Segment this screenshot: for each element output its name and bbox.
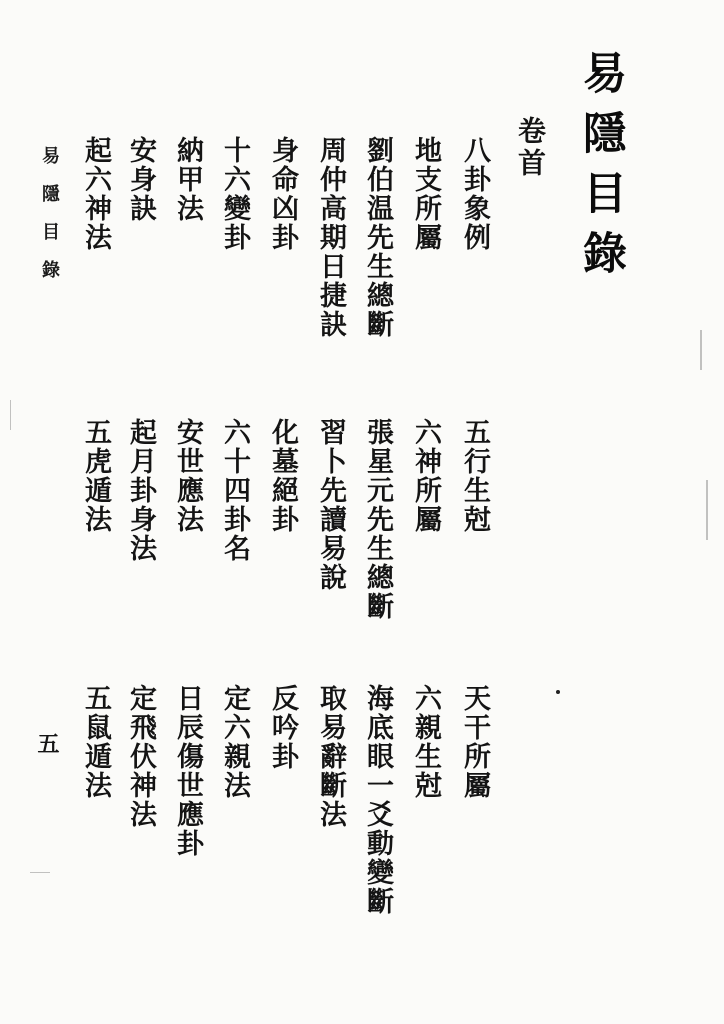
toc-entry: 起六神法 <box>80 136 111 252</box>
toc-entry: 張星元先生總斷 <box>362 418 393 621</box>
toc-entry: 六親生尅 <box>410 684 441 800</box>
page-title: 易隱目錄 <box>575 50 626 290</box>
folio-number: 五 <box>34 732 60 754</box>
toc-entry: 六神所屬 <box>410 418 441 534</box>
volume-label: 卷首 <box>514 116 547 180</box>
toc-entry: 定六親法 <box>219 684 250 800</box>
toc-entry: 周仲高期日捷訣 <box>315 136 346 339</box>
toc-entry: 劉伯温先生總斷 <box>362 136 393 339</box>
toc-entry: 安世應法 <box>172 418 203 534</box>
toc-entry: 十六變卦 <box>219 136 250 252</box>
toc-entry: 化墓絕卦 <box>267 418 298 534</box>
toc-entry: 反吟卦 <box>267 684 298 771</box>
scan-mark <box>30 872 50 873</box>
toc-entry: 納甲法 <box>172 136 203 223</box>
scan-mark <box>706 480 708 540</box>
toc-entry: 海底眼一爻動變斷 <box>362 684 393 916</box>
toc-entry: 日辰傷世應卦 <box>172 684 203 858</box>
toc-entry: 安身訣 <box>125 136 156 223</box>
scan-mark <box>10 400 11 430</box>
ink-speck <box>556 690 560 694</box>
toc-entry: 定飛伏神法 <box>125 684 156 829</box>
toc-entry: 起月卦身法 <box>125 418 156 563</box>
toc-entry: 六十四卦名 <box>219 418 250 563</box>
toc-entry: 五鼠遁法 <box>80 684 111 800</box>
toc-entry: 五虎遁法 <box>80 418 111 534</box>
margin-running-title: 易隱目錄 <box>39 146 60 298</box>
toc-entry: 身命凶卦 <box>267 136 298 252</box>
scan-mark <box>700 330 702 370</box>
toc-entry: 習卜先讀易說 <box>315 418 346 592</box>
toc-entry: 取易辭斷法 <box>315 684 346 829</box>
toc-entry: 天干所屬 <box>459 684 490 800</box>
toc-entry: 地支所屬 <box>410 136 441 252</box>
toc-entry: 八卦象例 <box>459 136 490 252</box>
toc-entry: 五行生尅 <box>459 418 490 534</box>
